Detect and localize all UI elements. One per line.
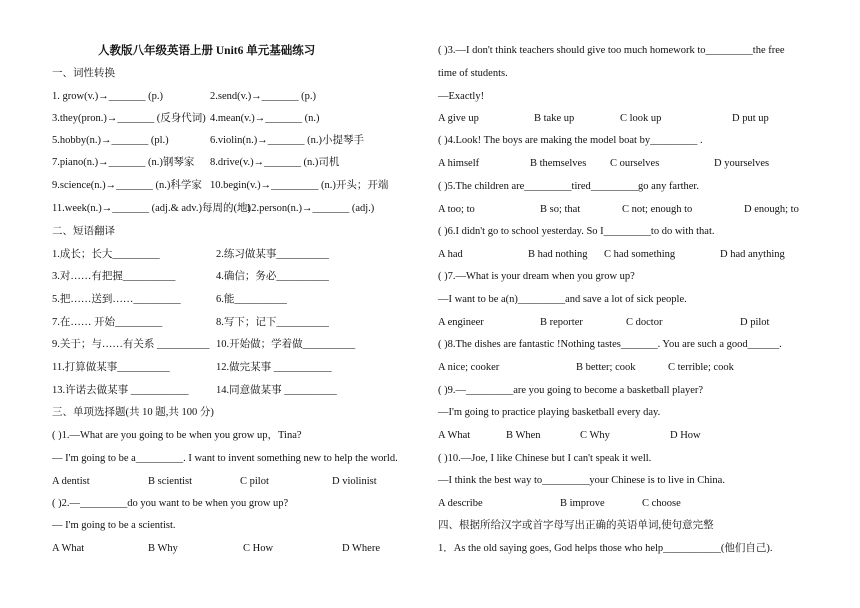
question-7: ( )7.—What is your dream when you grow up?: [438, 271, 635, 282]
word-form-item: 8.drive(v.)→_______ (n.)司机: [210, 157, 340, 168]
option-c: C look up: [620, 113, 662, 124]
word-form-item: 9.science(n.)→_______ (n.)科学家: [52, 180, 202, 191]
option-d: D How: [670, 430, 701, 441]
section-4-question-1: 1．As the old saying goes, God helps those who help___________(他们自己).: [438, 543, 773, 554]
option-b: B Why: [148, 543, 178, 554]
section-4-heading: 四、根据所给汉字或首字母写出正确的英语单词,使句意完整: [438, 520, 714, 531]
option-a: A dentist: [52, 476, 90, 487]
phrase-item: 7.在…… 开始_________: [52, 317, 163, 328]
option-c: C had something: [604, 249, 676, 260]
question-5: ( )5.The children are_________tired_________go any farther.: [438, 181, 699, 192]
word-form-item: 11.week(n.)→_______ (adj.& adv.)每周的(地): [52, 203, 251, 214]
section-3-heading: 三、单项选择题(共 10 题,共 100 分): [52, 407, 214, 418]
option-d: D enough; to: [744, 204, 799, 215]
question-1-reply: — I'm going to be a_________. I want to invent something new to help the world.: [52, 453, 398, 464]
question-3-continuation: time of students.: [438, 68, 508, 79]
worksheet-title: 人教版八年级英语上册 Unit6 单元基础练习: [98, 45, 316, 57]
option-b: B better; cook: [576, 362, 636, 373]
option-c: C not; enough to: [622, 204, 693, 215]
question-2: ( )2.—_________do you want to be when you grow up?: [52, 498, 289, 509]
option-b: B take up: [534, 113, 575, 124]
word-form-item: 7.piano(n.)→_______ (n.)钢琴家: [52, 157, 195, 168]
option-c: C pilot: [240, 476, 269, 487]
section-1-heading: 一、词性转换: [52, 68, 115, 79]
phrase-item: 12.做完某事 ___________: [216, 362, 332, 373]
phrase-item: 8.写下；记下__________: [216, 317, 329, 328]
question-1: ( )1.—What are you going to be when you grow up，Tina?: [52, 430, 302, 441]
option-c: C doctor: [626, 317, 663, 328]
word-form-item: 3.they(pron.)→_______ (反身代词): [52, 113, 206, 124]
option-d: D violinist: [332, 476, 377, 487]
option-b: B themselves: [530, 158, 587, 169]
phrase-item: 2.练习做某事__________: [216, 249, 329, 260]
word-form-item: 5.hobby(n.)→_______ (pl.): [52, 135, 169, 146]
option-d: D pilot: [740, 317, 770, 328]
option-b: B so; that: [540, 204, 581, 215]
word-form-item: 1. grow(v.)→_______ (p.): [52, 91, 164, 102]
question-9: ( )9.—_________are you going to become a basketball player?: [438, 385, 704, 396]
option-c: C terrible; cook: [668, 362, 734, 373]
option-a: A What: [438, 430, 471, 441]
question-3: ( )3.—I don't think teachers should give too much homework to_________the free: [438, 45, 785, 56]
word-form-item: 4.mean(v.)→_______ (n.): [210, 113, 320, 124]
option-a: A nice; cooker: [438, 362, 500, 373]
option-a: A What: [52, 543, 85, 554]
phrase-item: 14.同意做某事 __________: [216, 385, 337, 396]
question-7-reply: —I want to be a(n)_________and save a lot of sick people.: [438, 294, 687, 305]
option-a: A give up: [438, 113, 479, 124]
phrase-item: 3.对……有把握__________: [52, 271, 176, 282]
option-a: A himself: [438, 158, 480, 169]
option-b: B reporter: [540, 317, 583, 328]
option-d: D put up: [732, 113, 769, 124]
question-6: ( )6.I didn't go to school yesterday. So I_________to do with that.: [438, 226, 715, 237]
word-form-item: 10.begin(v.)→_________ (n.)开头；开端: [210, 180, 389, 191]
option-a: A had: [438, 249, 463, 260]
option-a: A engineer: [438, 317, 484, 328]
phrase-item: 10.开始做；学着做__________: [216, 339, 356, 350]
word-form-item: 6.violin(n.)→_______ (n.)小提琴手: [210, 135, 364, 146]
phrase-item: 5.把……送到……_________: [52, 294, 181, 305]
word-form-item: 12.person(n.)→_______ (adj.): [246, 203, 375, 214]
phrase-item: 13.许诺去做某事 ___________: [52, 385, 189, 396]
phrase-item: 4.确信；务必__________: [216, 271, 329, 282]
phrase-item: 11.打算做某事__________: [52, 362, 170, 373]
option-d: D had anything: [720, 249, 785, 260]
option-c: C Why: [580, 430, 610, 441]
question-2-reply: — I'm going to be a scientist.: [52, 520, 176, 531]
question-9-reply: —I'm going to practice playing basketball every day.: [438, 407, 661, 418]
question-10: ( )10.—Joe, I like Chinese but I can't speak it well.: [438, 453, 652, 464]
question-4: ( )4.Look! The boys are making the model boat by_________ .: [438, 135, 703, 146]
phrase-item: 6.能__________: [216, 294, 287, 305]
question-3-reply: —Exactly!: [438, 91, 485, 102]
option-c: C How: [243, 543, 274, 554]
option-c: C choose: [642, 498, 681, 509]
phrase-item: 1.成长；长大_________: [52, 249, 160, 260]
option-d: D yourselves: [714, 158, 770, 169]
question-10-reply: —I think the best way to_________your Chinese is to live in China.: [438, 475, 725, 486]
section-2-heading: 二、短语翻译: [52, 226, 115, 237]
option-b: B When: [506, 430, 541, 441]
option-c: C ourselves: [610, 158, 660, 169]
option-b: B had nothing: [528, 249, 588, 260]
option-b: B scientist: [148, 476, 193, 487]
option-d: D Where: [342, 543, 380, 554]
question-8: ( )8.The dishes are fantastic !Nothing tastes_______. You are such a good______.: [438, 339, 782, 350]
word-form-item: 2.send(v.)→_______ (p.): [210, 91, 317, 102]
option-b: B improve: [560, 498, 605, 509]
phrase-item: 9.关于；与……有关系 __________: [52, 339, 210, 350]
option-a: A describe: [438, 498, 483, 509]
option-a: A too; to: [438, 204, 475, 215]
